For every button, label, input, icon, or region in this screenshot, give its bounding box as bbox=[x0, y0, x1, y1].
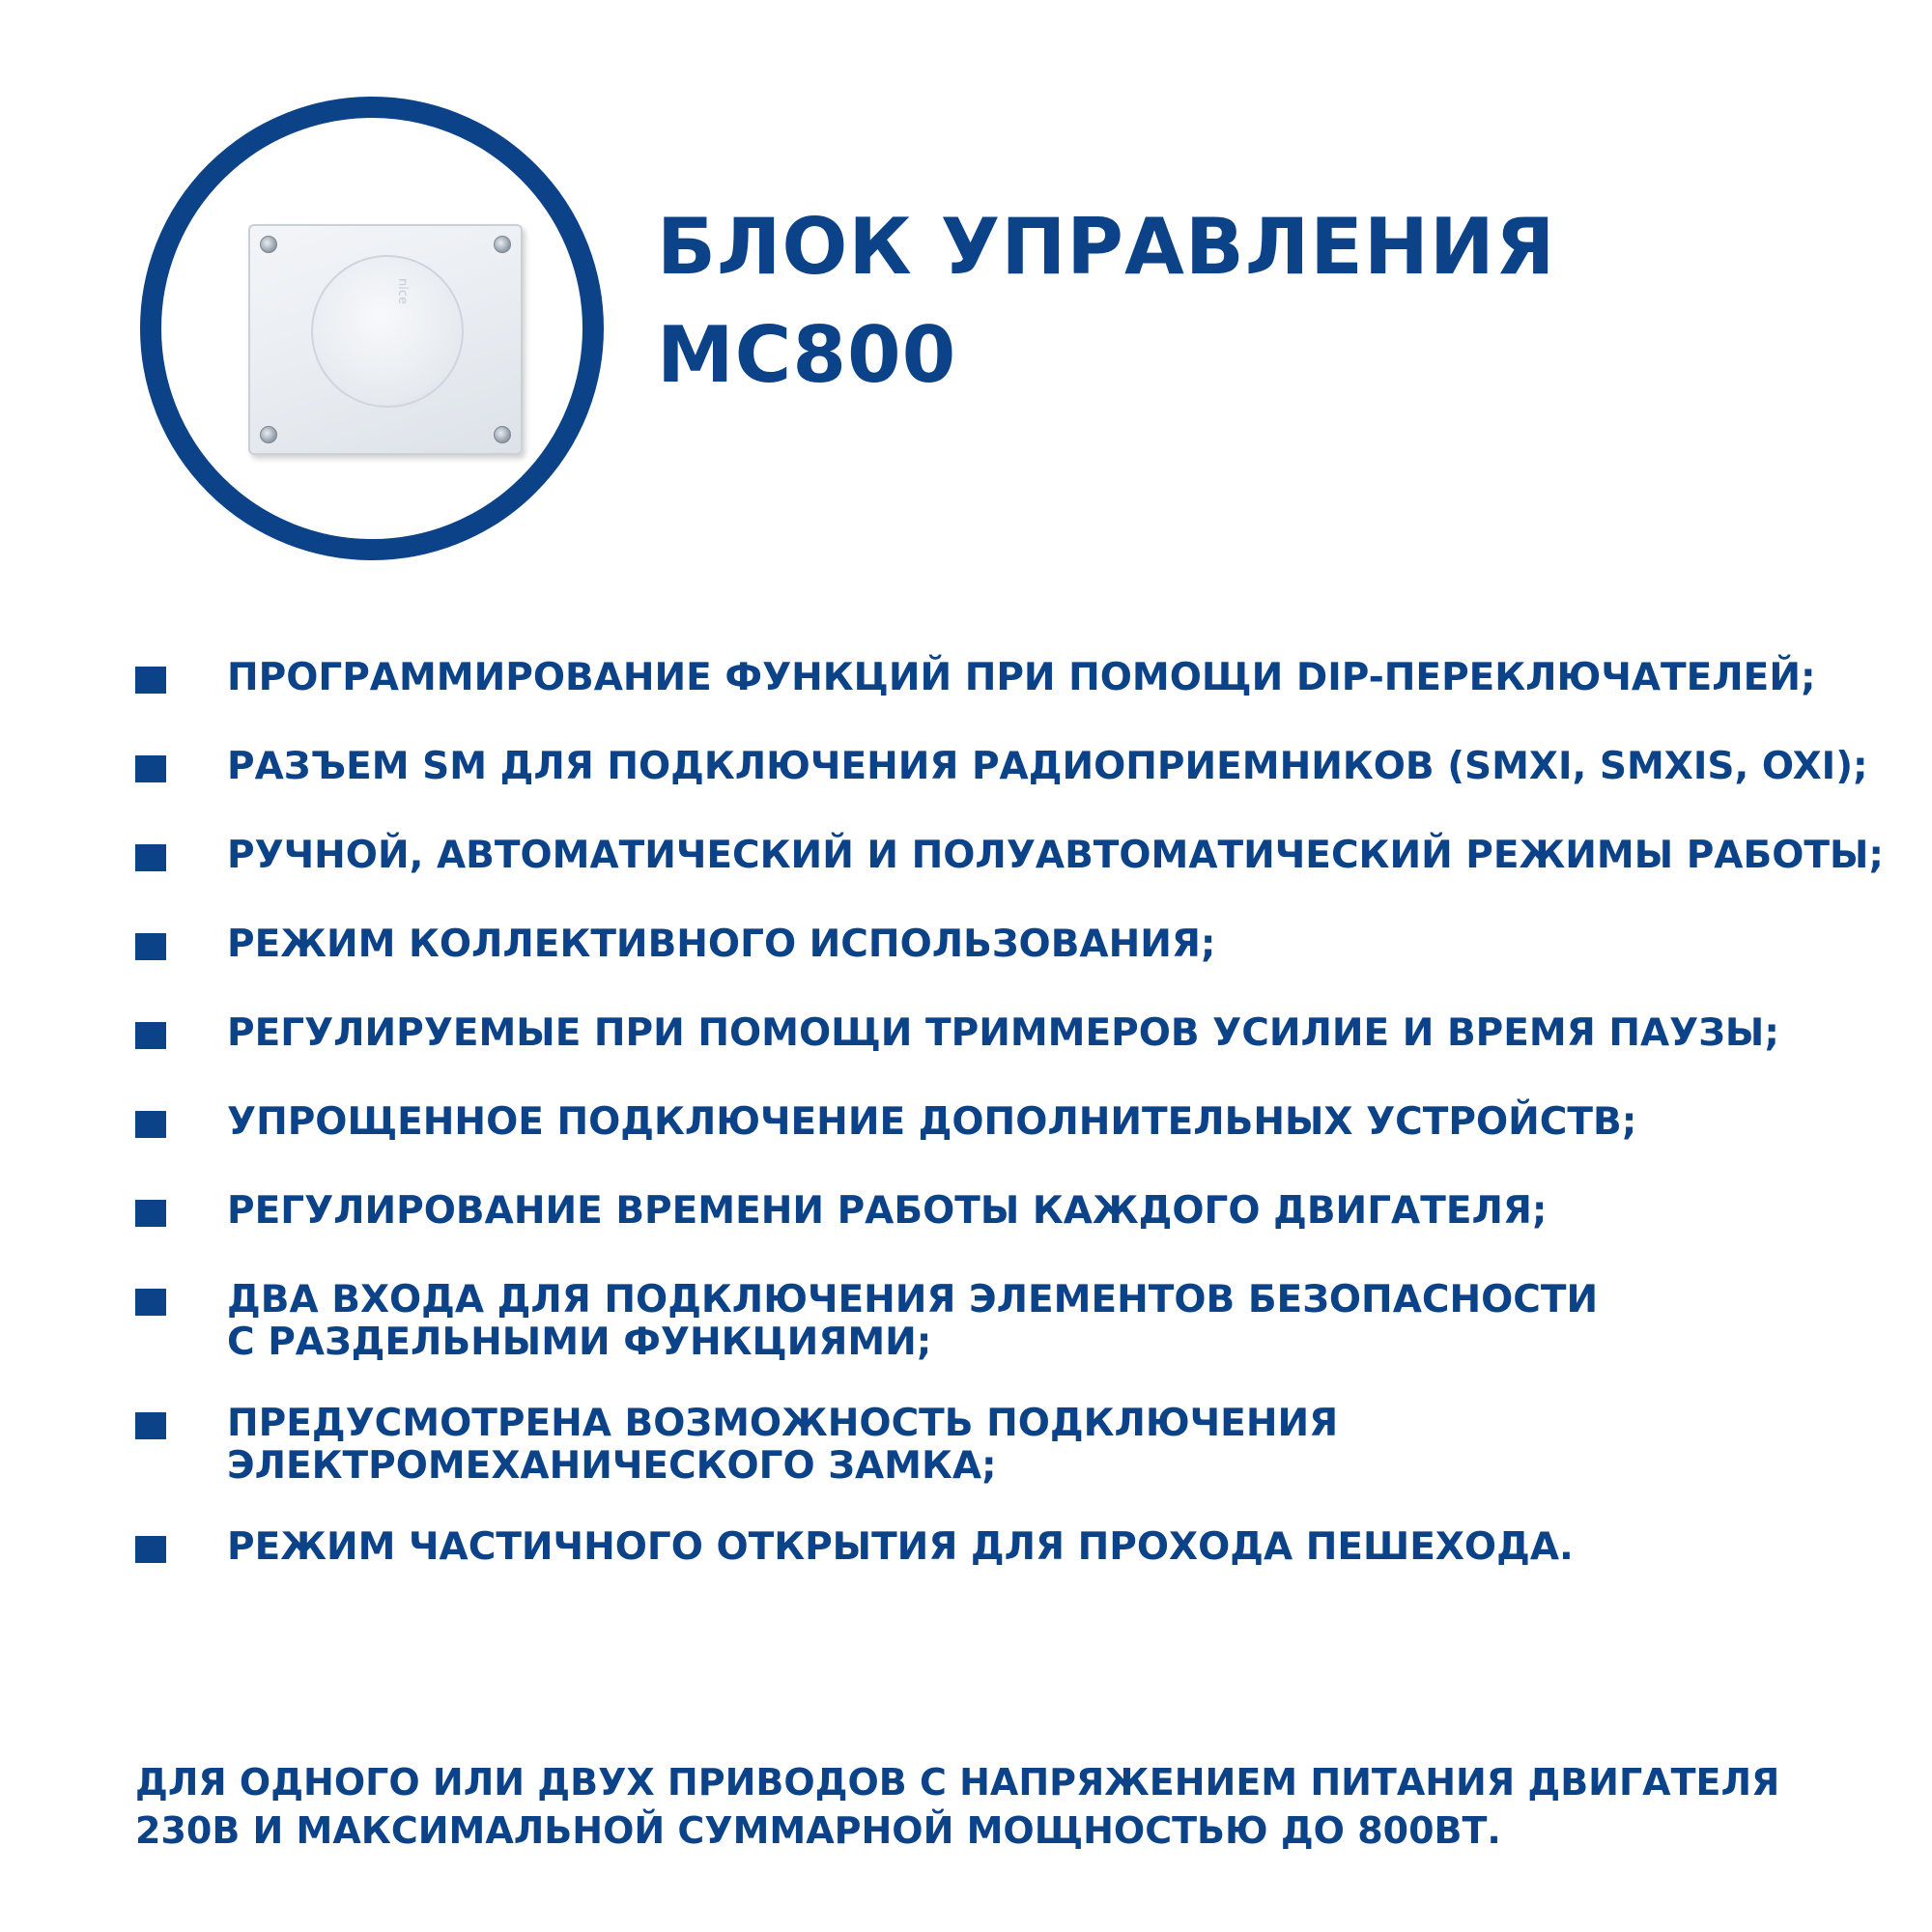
square-bullet-icon bbox=[135, 667, 166, 694]
feature-item bbox=[135, 657, 1884, 699]
square-bullet-icon bbox=[135, 1289, 166, 1316]
square-bullet-icon bbox=[135, 1022, 166, 1049]
feature-item bbox=[135, 1190, 1884, 1233]
feature-item bbox=[135, 923, 1884, 966]
feature-text: ПРОГРАММИРОВАНИЕ ФУНКЦИЙ ПРИ ПОМОЩИ DIP-ПЕРЕКЛЮЧАТЕЛЕЙ; bbox=[227, 656, 1816, 699]
feature-text: УПРОЩЕННОЕ ПОДКЛЮЧЕНИЕ ДОПОЛНИТЕЛЬНЫХ УСТРОЙСТВ; bbox=[227, 1100, 1637, 1144]
feature-item bbox=[135, 1403, 1884, 1488]
square-bullet-icon bbox=[135, 844, 166, 871]
screw-icon bbox=[494, 426, 511, 443]
title-line-1: БЛОК УПРАВЛЕНИЯ bbox=[657, 202, 1556, 292]
screw-icon bbox=[260, 236, 277, 253]
page-title bbox=[657, 193, 1555, 410]
feature-text: РЕЖИМ КОЛЛЕКТИВНОГО ИСПОЛЬЗОВАНИЯ; bbox=[227, 923, 1216, 966]
feature-text: ДВА ВХОДА ДЛЯ ПОДКЛЮЧЕНИЯ ЭЛЕМЕНТОВ БЕЗОПАСНОСТИ С РАЗДЕЛЬНЫМИ ФУНКЦИЯМИ; bbox=[227, 1278, 1599, 1364]
device-lid bbox=[311, 255, 464, 408]
screw-icon bbox=[260, 426, 277, 443]
feature-text: РЕГУЛИРУЕМЫЕ ПРИ ПОМОЩИ ТРИММЕРОВ УСИЛИЕ И ВРЕМЯ ПАУЗЫ; bbox=[227, 1011, 1779, 1055]
square-bullet-icon bbox=[135, 755, 166, 782]
feature-text: РЕГУЛИРОВАНИЕ ВРЕМЕНИ РАБОТЫ КАЖДОГО ДВИГАТЕЛЯ; bbox=[227, 1189, 1548, 1233]
feature-item bbox=[135, 1101, 1884, 1144]
screw-icon bbox=[494, 236, 511, 253]
feature-item bbox=[135, 835, 1884, 877]
feature-text: РУЧНОЙ, АВТОМАТИЧЕСКИЙ И ПОЛУАВТОМАТИЧЕСКИЙ РЕЖИМЫ РАБОТЫ; bbox=[227, 834, 1884, 877]
feature-text: РАЗЪЕМ SM ДЛЯ ПОДКЛЮЧЕНИЯ РАДИОПРИЕМНИКОВ (SMXI, SMXIS, OXI); bbox=[227, 745, 1868, 788]
feature-item bbox=[135, 746, 1884, 788]
feature-list bbox=[135, 657, 1884, 1615]
feature-item bbox=[135, 1526, 1884, 1569]
feature-text: ПРЕДУСМОТРЕНА ВОЗМОЖНОСТЬ ПОДКЛЮЧЕНИЯ ЭЛЕКТРОМЕХАНИЧЕСКОГО ЗАМКА; bbox=[227, 1402, 1339, 1488]
square-bullet-icon bbox=[135, 1200, 166, 1227]
square-bullet-icon bbox=[135, 1111, 166, 1138]
product-image-ring bbox=[140, 97, 604, 560]
title-line-2: MC800 bbox=[657, 310, 957, 400]
control-unit-image bbox=[248, 224, 523, 455]
square-bullet-icon bbox=[135, 1536, 166, 1563]
feature-item bbox=[135, 1012, 1884, 1055]
device-logo: nice bbox=[395, 278, 410, 304]
feature-text: РЕЖИМ ЧАСТИЧНОГО ОТКРЫТИЯ ДЛЯ ПРОХОДА ПЕШЕХОДА. bbox=[227, 1525, 1574, 1569]
footer-note: ДЛЯ ОДНОГО ИЛИ ДВУХ ПРИВОДОВ С НАПРЯЖЕНИЕМ ПИТАНИЯ ДВИГАТЕЛЯ 230В И МАКСИМАЛЬНОЙ СУММАРНОЙ МОЩНОСТЬЮ ДО 800ВТ. bbox=[135, 1761, 1780, 1852]
feature-item bbox=[135, 1279, 1884, 1364]
square-bullet-icon bbox=[135, 1412, 166, 1439]
square-bullet-icon bbox=[135, 933, 166, 960]
